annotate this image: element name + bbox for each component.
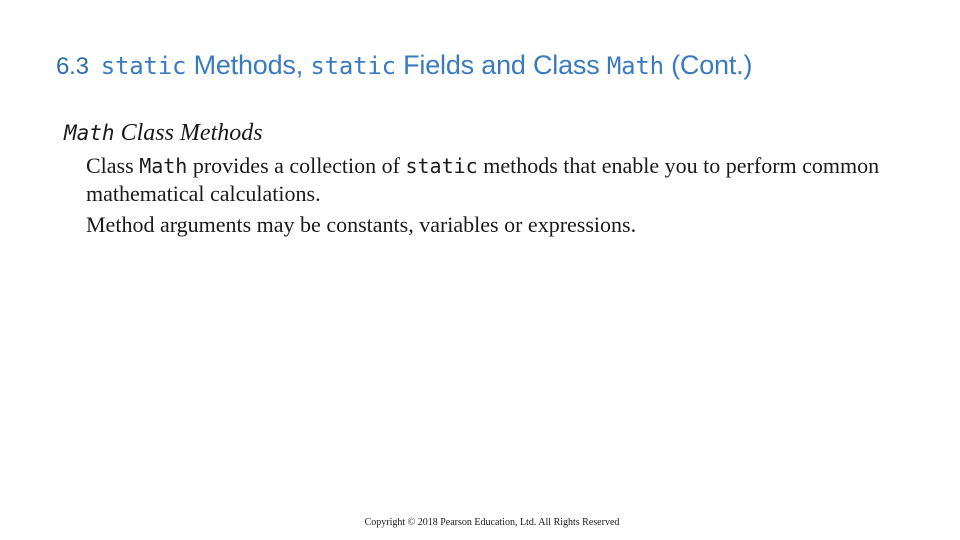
bullet-item bbox=[64, 152, 904, 207]
slide-content bbox=[64, 118, 904, 238]
bullet-text: provides a collection of bbox=[187, 153, 406, 178]
section-heading-code: Math bbox=[64, 121, 115, 145]
bullet-code-math: Math bbox=[139, 154, 188, 178]
title-text-cont: (Cont.) bbox=[663, 50, 753, 80]
title-code-static-2: static bbox=[310, 52, 396, 80]
bullet-code-static: static bbox=[405, 154, 478, 178]
bullet-text: Class bbox=[86, 153, 140, 178]
title-code-static-1: static bbox=[100, 52, 187, 80]
title-text-methods: Methods, bbox=[186, 50, 311, 80]
section-number: 6.3 bbox=[56, 53, 89, 80]
section-heading bbox=[64, 118, 904, 148]
section-heading-text: Class Methods bbox=[114, 120, 263, 146]
bullet-text: methods that enable you to perform common mathematical calculations. bbox=[86, 153, 880, 206]
bullet-text: Method arguments may be constants, variables or expressions. bbox=[86, 212, 637, 237]
slide-title bbox=[56, 50, 752, 81]
copyright-footer: Copyright © 2018 Pearson Education, Ltd. All Rights Reserved bbox=[364, 517, 620, 528]
bullet-list bbox=[64, 152, 904, 238]
bullet-item bbox=[64, 211, 904, 238]
title-code-math: Math bbox=[606, 52, 664, 80]
title-text-fields: Fields and Class bbox=[395, 50, 607, 80]
